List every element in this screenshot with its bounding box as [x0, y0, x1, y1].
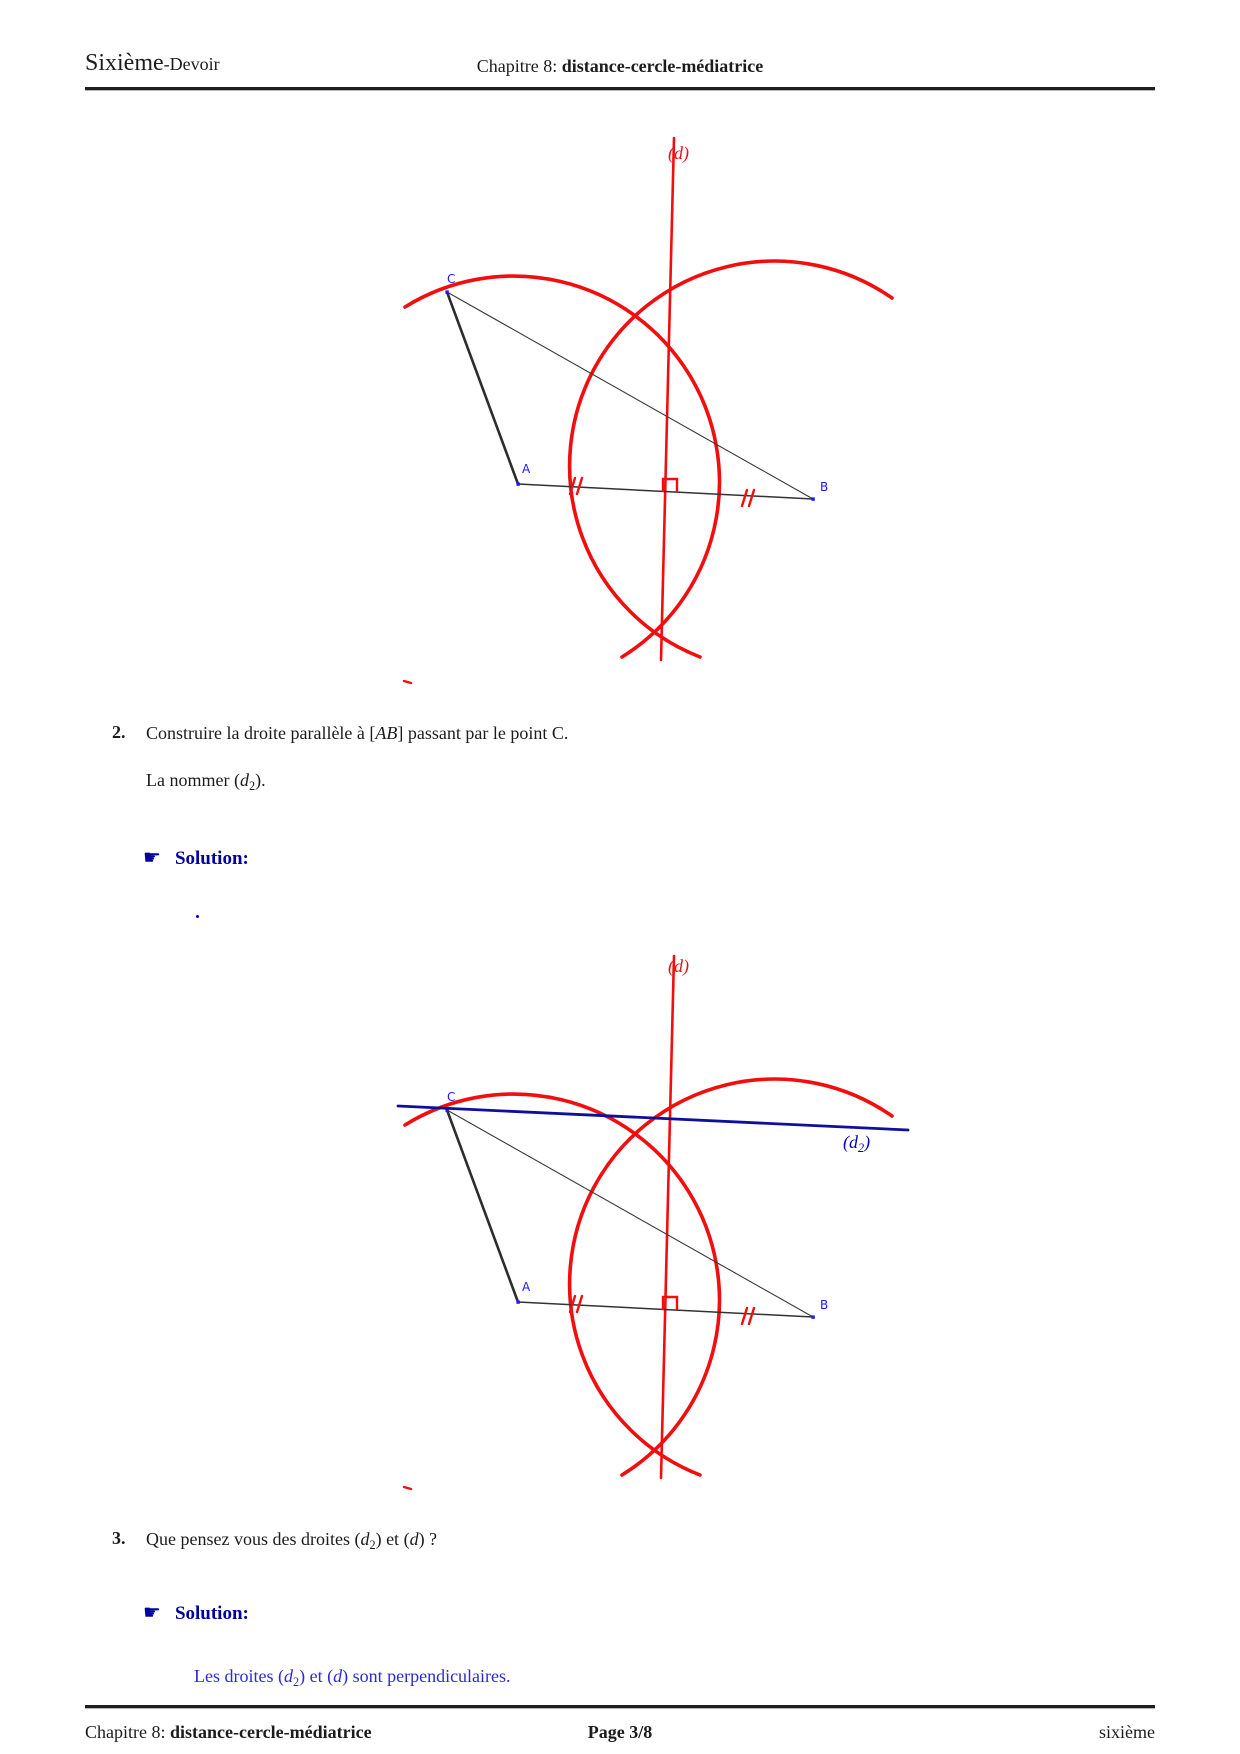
tick-mark-right-half	[742, 490, 754, 506]
solution-2-heading	[143, 845, 249, 870]
footer-chapter: Chapitre 8: distance-cercle-médiatrice	[85, 1722, 372, 1742]
pointing-hand-icon: ☛	[143, 1602, 161, 1624]
point-B	[811, 1315, 814, 1318]
compass-arc-centered-B	[570, 261, 892, 657]
solution-3-label: Solution:	[174, 1603, 249, 1624]
compass-arc-centered-A	[405, 276, 719, 657]
header-chapter-title: Chapitre 8: distance-cercle-médiatrice	[476, 56, 764, 76]
question-3-number: 3.	[112, 1528, 126, 1548]
line-d2-parallel-to-AB	[398, 1106, 908, 1130]
stray-arc-end-mark	[404, 1487, 411, 1489]
point-A	[516, 1300, 519, 1303]
figure-1-median-construction	[340, 120, 940, 698]
line-d-perpendicular-bisector	[661, 956, 674, 1478]
figure-2-parallel-construction	[340, 930, 940, 1508]
footer-rule	[85, 1705, 1155, 1709]
fig2-line-d-label: (d)	[668, 956, 689, 976]
fig2-point-A-label: A	[522, 1280, 531, 1294]
point-C	[445, 290, 448, 293]
question-2-text: Construire la droite parallèle à [AB] passant par le point C.	[146, 723, 569, 743]
fig2-point-B-label: B	[820, 1298, 829, 1312]
fig2-point-C-label: C	[447, 1090, 456, 1104]
solution-3-heading	[143, 1600, 249, 1625]
header-course-title: Sixième-Devoir	[85, 50, 220, 76]
footer-page-number: Page 3/8	[587, 1722, 653, 1742]
point-B	[811, 497, 814, 500]
fig2-line-d2-label: $(d_2)$	[843, 1132, 871, 1155]
compass-arc-centered-A	[405, 1094, 719, 1475]
stray-arc-end-mark	[404, 681, 411, 683]
segment-CA	[447, 1110, 518, 1302]
fig1-point-B-label: B	[820, 480, 829, 494]
tick-mark-right-half	[742, 1308, 754, 1324]
fig1-point-C-label: C	[447, 272, 456, 286]
fig1-line-d-label: (d)	[668, 143, 689, 163]
solution-2-label: Solution:	[174, 848, 249, 869]
question-2-number: 2.	[112, 722, 126, 742]
fig1-point-A-label: A	[522, 462, 531, 476]
header-rule	[85, 87, 1155, 91]
segment-CA	[447, 292, 518, 484]
question-3-text: Que pensez vous des droites $(d_2)$ et (d) ?	[146, 1529, 438, 1552]
solution-3-answer: Les droites $(d_2)$ et (d) sont perpendiculaires.	[194, 1666, 511, 1689]
stray-blue-dot	[196, 915, 199, 918]
question-2-text-line2: La nommer $(d_2)$.	[146, 770, 266, 793]
footer-level: sixième	[1099, 1722, 1155, 1742]
point-A	[516, 482, 519, 485]
line-d-perpendicular-bisector	[661, 138, 674, 660]
pointing-hand-icon: ☛	[143, 847, 161, 869]
